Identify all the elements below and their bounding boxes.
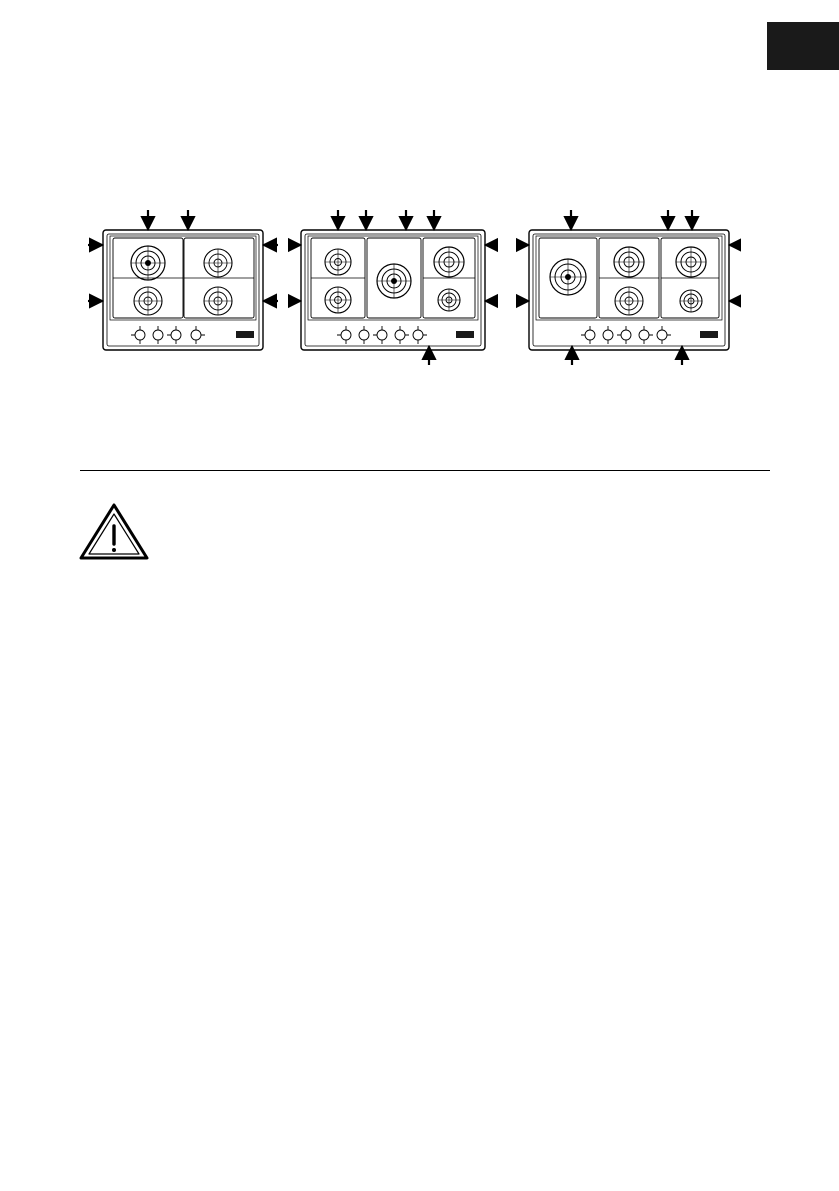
page-tab-marker [767,22,839,70]
hob-figures-row [80,205,770,375]
section-divider [80,470,770,471]
five-burner-gas-hob-diagram [288,205,498,375]
four-burner-gas-hob-diagram [88,205,278,375]
warning-triangle-icon [78,500,150,562]
six-burner-gas-hob-diagram [516,205,741,375]
